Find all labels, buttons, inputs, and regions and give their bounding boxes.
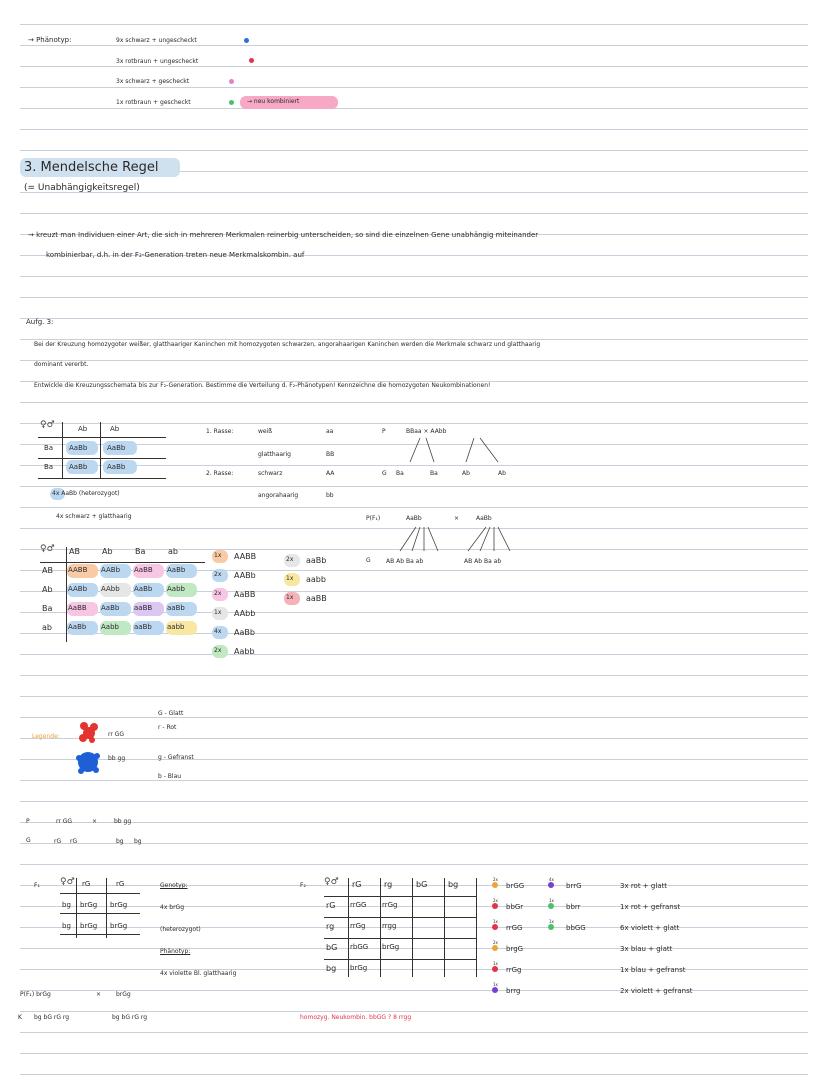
cross-pf1: P(F₁) — [366, 515, 381, 522]
red-dot-icon — [249, 58, 254, 63]
f1b-pheno: 4x violette Bl. glatthaarig — [160, 970, 237, 977]
race-trait: schwarz — [258, 470, 283, 477]
sex-symbols-icon: ♀♂ — [40, 420, 55, 430]
ruled-line — [20, 885, 808, 886]
gametes: AB Ab Ba ab — [386, 558, 424, 565]
count-n: 2x — [493, 940, 498, 945]
f2b-cell: brGg — [382, 943, 400, 951]
pink-dot-icon — [229, 79, 234, 84]
count-n: 4x — [214, 628, 222, 635]
count-dot-icon — [492, 882, 498, 888]
count-dot-icon — [548, 924, 554, 930]
phenotype-row: 3x schwarz + gescheckt — [116, 78, 190, 85]
cross-pf1-b: AaBb — [476, 515, 492, 522]
ruled-line — [20, 906, 808, 907]
task-text: dominant vererbt. — [34, 361, 89, 368]
count-dot-icon — [548, 903, 554, 909]
f2b-grid-line — [476, 878, 477, 977]
f2b-cell: rrGG — [350, 901, 367, 909]
count-geno: AAbb — [234, 609, 256, 618]
red-flower-icon — [76, 720, 102, 746]
f1b-pf1b: brGg — [116, 991, 131, 998]
count-geno: AaBB — [234, 590, 256, 599]
f2-head: ab — [168, 547, 178, 556]
gamete: Ab — [462, 470, 470, 477]
f2b-head: rG — [352, 880, 362, 889]
f1-cell: AaBb — [69, 463, 88, 471]
f2b-cell: brGg — [350, 964, 368, 972]
ruled-line — [20, 339, 808, 340]
gamete: Ba — [396, 470, 404, 477]
cross2-parent: bb gg — [114, 818, 132, 825]
count-n: 4x — [549, 877, 554, 882]
count-n: 1x — [549, 919, 554, 924]
cross2-gamete: rG — [54, 838, 62, 845]
f1b-cell: brGg — [110, 922, 128, 930]
ruled-line — [20, 108, 808, 109]
ruled-line — [20, 969, 808, 970]
count-geno: bbGr — [506, 903, 524, 911]
cross2-gamete: rG — [70, 838, 78, 845]
f2-cell: AABb — [101, 566, 121, 574]
ruled-line — [20, 822, 808, 823]
f2-cell: aabb — [167, 623, 185, 631]
f2b-homo-note: homozyg. Neukombin. bbGG ? 8 rrgg — [300, 1014, 412, 1021]
ruled-line — [20, 45, 808, 46]
count-n: 2x — [214, 571, 222, 578]
count-n: 2x — [214, 647, 222, 654]
ruled-line — [20, 87, 808, 88]
count-dot-icon — [548, 882, 554, 888]
f2-cell: AABb — [68, 585, 88, 593]
f1-note: 4x AaBb (heterozygot) — [52, 490, 120, 497]
task-text: Bei der Kreuzung homozygoter weißer, glatthaariger Kaninchen mit homozygoten schwarzen, angorahaarigen Kaninchen werden die Merkmale schwarz und glatthaarig — [34, 341, 541, 348]
legend-key: b - Blau — [158, 773, 182, 780]
gamete: Ba — [430, 470, 438, 477]
ruled-line — [20, 654, 808, 655]
f2-cell: Aabb — [167, 585, 185, 593]
f2b-row-head: bG — [326, 943, 338, 952]
race-trait: glatthaarig — [258, 451, 291, 458]
count-geno: brrg — [506, 987, 521, 995]
f2-cell: aaBB — [134, 604, 153, 612]
phenotype-row: 9x schwarz + ungescheckt — [116, 37, 197, 44]
f1b-grid-line — [76, 878, 77, 938]
blue-dot-icon — [244, 38, 249, 43]
f1b-hetero: (heterozygot) — [160, 926, 201, 933]
cross2-parent: rr GG — [56, 818, 73, 825]
gamete-lines — [380, 525, 540, 555]
ruled-line — [20, 24, 808, 25]
f1b-grid-line — [106, 878, 107, 938]
f2-head: AB — [69, 547, 80, 556]
cross-x: × — [454, 515, 460, 522]
f2b-pheno: 2x violett + gefranst — [620, 987, 693, 995]
ruled-line — [20, 696, 808, 697]
f1-cell: AaBb — [69, 444, 88, 452]
f2b-grid-line — [412, 878, 413, 977]
f1b-cell: brGg — [80, 922, 98, 930]
count-geno: bbGG — [566, 924, 586, 932]
cross-g: G — [382, 470, 387, 477]
race-geno: AA — [326, 470, 335, 477]
cross2-p: P — [26, 818, 30, 825]
count-n: 1x — [493, 982, 498, 987]
count-geno: AaBb — [234, 628, 255, 637]
ruled-line — [20, 675, 808, 676]
f2b-pheno: 1x rot + gefranst — [620, 903, 681, 911]
ruled-line — [20, 1053, 808, 1054]
count-geno: brGG — [506, 882, 525, 890]
f2b-grid-line — [380, 878, 381, 977]
f1-head: Ab — [110, 425, 120, 433]
f1-cell: AaBb — [107, 463, 126, 471]
f1b-geno-label: Genotyp: — [160, 882, 188, 889]
cross2-gamete: bg — [116, 838, 124, 845]
f1-row-head: Ba — [44, 444, 54, 452]
f1b-grid-line — [60, 893, 140, 894]
ruled-line — [20, 780, 808, 781]
f2-cell: Aabb — [101, 623, 119, 631]
ruled-line — [20, 864, 808, 865]
count-n: 1x — [493, 961, 498, 966]
ruled-line — [20, 297, 808, 298]
ruled-line — [20, 66, 808, 67]
rule-text: → kreuzt man Individuen einer Art, die sich in mehreren Merkmalen reinerbig unterscheiden, so sind die einzelnen Gene unabhängig miteinander — [28, 231, 539, 239]
count-geno: Aabb — [234, 647, 255, 656]
count-n: 2x — [493, 877, 498, 882]
count-dot-icon — [492, 987, 498, 993]
legend-genotype: rr GG — [108, 731, 125, 738]
ruled-line — [20, 402, 808, 403]
count-geno: rrGG — [506, 924, 523, 932]
f1b-cell: brGg — [110, 901, 128, 909]
section-title: 3. Mendelsche Regel — [24, 160, 159, 175]
count-n: 1x — [493, 919, 498, 924]
count-geno: aaBB — [306, 594, 327, 603]
f2b-pheno: 6x violett + glatt — [620, 924, 680, 932]
count-n: 2x — [286, 556, 294, 563]
cross2-x: × — [92, 818, 98, 825]
f2b-cell: rrGg — [350, 922, 366, 930]
race-label: 1. Rasse: — [206, 428, 234, 435]
phenotype-row: 3x rotbraun + ungescheckt — [116, 58, 199, 65]
f2b-head: bG — [416, 880, 428, 889]
f2-cell: AaBB — [134, 566, 153, 574]
legend-genotype: bb gg — [108, 755, 126, 762]
count-dot-icon — [492, 945, 498, 951]
f2-grid-line — [40, 562, 205, 563]
count-geno: AABB — [234, 552, 257, 561]
ruled-line — [20, 360, 808, 361]
f2-cell: AaBb — [134, 585, 153, 593]
count-geno: aaBb — [306, 556, 327, 565]
f2b-row-head: rG — [326, 901, 336, 910]
ruled-line — [20, 1011, 808, 1012]
count-geno: brgG — [506, 945, 524, 953]
f2b-grid-line — [324, 896, 476, 897]
count-n: 1x — [214, 609, 222, 616]
f1b-grid-line — [60, 934, 140, 935]
legend-key: r - Rot — [158, 724, 177, 731]
f2-row-head: AB — [42, 566, 53, 575]
count-n: 1x — [549, 898, 554, 903]
f2b-head: bg — [448, 880, 459, 889]
gamete-lines — [380, 436, 520, 466]
f1b-grid-line — [60, 913, 140, 914]
f1b-gametes: bg bG rG rg — [34, 1014, 70, 1021]
count-dot-icon — [492, 966, 498, 972]
f2-row-head: ab — [42, 623, 52, 632]
race-geno: bb — [326, 492, 334, 499]
f2-row-head: Ba — [42, 604, 53, 613]
f1b-label: F₁ — [34, 882, 40, 889]
blue-flower-icon — [74, 748, 102, 776]
f2-head: Ab — [102, 547, 113, 556]
count-dot-icon — [492, 903, 498, 909]
rule-text: kombinierbar, d.h. in der F₂-Generation treten neue Merkmalskombin. auf — [46, 251, 305, 259]
f1b-row-head: bg — [62, 922, 71, 930]
ruled-line — [20, 738, 808, 739]
sex-symbols-icon: ♀♂ — [40, 544, 55, 554]
f1b-x: × — [96, 991, 102, 998]
f2b-grid-line — [444, 878, 445, 977]
f1b-head: rG — [116, 880, 125, 888]
phenotype-label: → Phänotyp: — [28, 36, 72, 44]
task-label: Aufg. 3: — [26, 318, 54, 326]
ruled-line — [20, 150, 808, 151]
race-geno: aa — [326, 428, 334, 435]
count-n: 2x — [493, 898, 498, 903]
f2-cell: AAbb — [101, 585, 120, 593]
ruled-line — [20, 276, 808, 277]
f1b-gametes: bg bG rG rg — [112, 1014, 148, 1021]
count-geno: aabb — [306, 575, 326, 584]
f1-head: Ab — [78, 425, 88, 433]
count-n: 1x — [214, 552, 222, 559]
ruled-line — [20, 318, 808, 319]
f2-cell: AABB — [68, 566, 88, 574]
f1b-cell: brGg — [80, 901, 98, 909]
f2-cell: aaBb — [134, 623, 152, 631]
gametes: AB Ab Ba ab — [464, 558, 502, 565]
f1b-row-head: bg — [62, 901, 71, 909]
legend-key: G - Glatt — [158, 710, 184, 717]
f2-cell: AaBb — [68, 623, 87, 631]
count-n: 2x — [214, 590, 222, 597]
ruled-line — [20, 801, 808, 802]
f2-cell: AaBb — [101, 604, 120, 612]
race-label: 2. Rasse: — [206, 470, 234, 477]
f1-cell: AaBb — [107, 444, 126, 452]
f2b-cell: rbGG — [350, 943, 369, 951]
f1b-pheno-label: Phänotyp: — [160, 948, 191, 955]
ruled-line — [20, 129, 808, 130]
f2b-pheno: 1x blau + gefranst — [620, 966, 686, 974]
ruled-line — [20, 927, 808, 928]
f2-cell: aaBb — [167, 604, 185, 612]
count-geno: AABb — [234, 571, 256, 580]
cross-g: G — [366, 557, 371, 564]
f1b-pf1: P(F₁) brGg — [20, 991, 51, 998]
green-dot-icon — [229, 100, 234, 105]
gamete: Ab — [498, 470, 506, 477]
f2b-row-head: bg — [326, 964, 337, 973]
count-n: 1x — [286, 575, 294, 582]
ruled-line — [20, 213, 808, 214]
f1b-k: K — [18, 1014, 22, 1021]
ruled-line — [20, 717, 808, 718]
legend-label: Legende: — [32, 733, 60, 740]
ruled-line — [20, 507, 808, 508]
f1b-geno: 4x brGg — [160, 904, 185, 911]
f1-note: 4x schwarz + glatthaarig — [56, 513, 132, 520]
count-geno: bbrr — [566, 903, 581, 911]
cross2-gamete: bg — [134, 838, 142, 845]
f2-cell: AaBB — [68, 604, 87, 612]
f1b-head: rG — [82, 880, 91, 888]
f2b-pheno: 3x blau + glatt — [620, 945, 673, 953]
f1-row-head: Ba — [44, 463, 54, 471]
cross-pf1-a: AaBb — [406, 515, 422, 522]
ruled-line — [20, 759, 808, 760]
count-geno: rrGg — [506, 966, 522, 974]
race-geno: BB — [326, 451, 335, 458]
count-n: 1x — [286, 594, 294, 601]
ruled-line — [20, 948, 808, 949]
cross2-g: G — [26, 837, 31, 844]
f2-cell: AaBb — [167, 566, 186, 574]
phenotype-row: 1x rotbraun + gescheckt — [116, 99, 191, 106]
task-text: Entwickle die Kreuzungsschemata bis zur F₂-Generation. Bestimme die Verteilung d. F₂-Phänotypen! Kennzeichne die homozygoten Neukombinationen! — [34, 382, 491, 389]
f2b-row-head: rg — [326, 922, 335, 931]
count-dot-icon — [492, 924, 498, 930]
f2b-grid-line — [324, 959, 476, 960]
race-trait: angorahaarig — [258, 492, 299, 499]
count-geno: brrG — [566, 882, 582, 890]
f2b-cell: rrgg — [382, 922, 397, 930]
cross-parents: BBaa × AAbb — [406, 428, 447, 435]
sex-symbols-icon: ♀♂ — [324, 877, 339, 887]
f2b-cell: rrGg — [382, 901, 398, 909]
ruled-line — [20, 1032, 808, 1033]
ruled-line — [20, 486, 808, 487]
ruled-line — [20, 1074, 808, 1075]
f2b-label: F₂ — [300, 882, 306, 889]
cross-p: P — [382, 428, 386, 435]
f2b-head: rg — [384, 880, 393, 889]
f2b-grid-line — [348, 878, 349, 977]
ruled-line — [20, 423, 808, 424]
f2b-grid-line — [324, 938, 476, 939]
f2b-pheno: 3x rot + glatt — [620, 882, 668, 890]
sex-symbols-icon: ♀♂ — [60, 877, 75, 887]
f2-row-head: Ab — [42, 585, 53, 594]
section-subtitle: (= Unabhängigkeitsregel) — [24, 183, 140, 193]
f2-head: Ba — [135, 547, 146, 556]
legend-key: g - Gefranst — [158, 754, 194, 761]
new-combo-label: → neu kombiniert — [247, 98, 300, 105]
f2b-grid-line — [324, 917, 476, 918]
race-trait: weiß — [258, 428, 273, 435]
